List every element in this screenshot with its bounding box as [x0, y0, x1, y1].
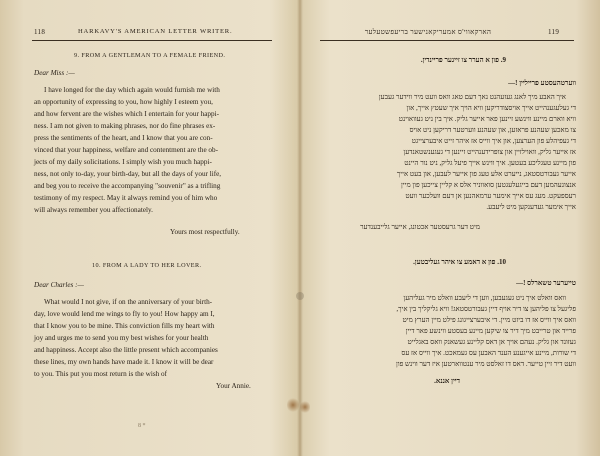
r-letter1-line: אז אייער גליק, וואוילזיין און צופרידענהייט זיינען די געגענשטאנדען — [403, 148, 576, 156]
letter2-line: day, love would lend me wings to fly to you! How happy am I, — [34, 310, 215, 318]
letter2-title: 10. FROM A LADY TO HER LOVER. — [92, 262, 202, 269]
letter1-line: I have longed for the day which again would furnish me with — [44, 86, 220, 94]
letter1-line: ness. I am not given to making phrases, nor do fine phrases ex- — [34, 122, 216, 130]
letter2-line: and happiness. Accept also the little present which accompanies — [34, 346, 218, 354]
left-footer-signature: 8 * — [138, 423, 146, 429]
right-page-number: 119 — [548, 28, 560, 36]
r-letter1-line: פון מיינע טעגליכע בעטען. איך ווינש אייך פיעל גליק, ניט נור היינט — [404, 159, 576, 167]
letter1-line: vinced that your happiness, welfare and contentment are the ob- — [34, 146, 219, 154]
letter2-salutation: Dear Charles :— — [34, 281, 84, 289]
letter1-title: 9. FROM A GENTLEMAN TO A FEMALE FRIEND. — [74, 52, 226, 59]
letter1-line: ness, not only to-day, your birth-day, but all the days of your life, — [34, 170, 222, 178]
r-letter2-closing: דיין אננא. — [434, 377, 460, 385]
ink-stain — [287, 397, 299, 413]
letter1-closing: Yours most respectfully. — [170, 228, 240, 236]
r-letter1-line: צו מאכען שעהנע פראזען, און שעהנע ווערטער דריקען ניט אויס — [409, 126, 576, 134]
r-letter2-line: פרייד און טרייבט מיך דיר צו שיקען מיינע בעסטע ווינשע פאר דיין — [405, 327, 576, 335]
r-letter1-line: אייך אימער געדענקען מיט ליעבע. — [486, 203, 576, 211]
r-letter1-line: רעספעקט. מעג עס אייך אימער ערמאהנען אן דעם וועלכער וועט — [405, 192, 576, 200]
right-running-head: הארקאווי'ס אמעריקאנישער בריעפשטעלער — [364, 28, 492, 36]
r-letter2-line: געזונד און גליק. נעהם אויך אן דאס קליינע געשאנק וואס באגלייט — [407, 338, 576, 346]
letter1-salutation: Dear Miss :— — [34, 69, 75, 77]
letter2-line: these lines, my own hands have made it. I know it will be dear — [34, 358, 214, 366]
r-letter1-line: די געלעגענהייט אייך אויסצודריקען וויא הויך איך שעטץ אייך, און — [406, 104, 576, 112]
page-smudge — [296, 292, 304, 300]
letter1-line: will always remember you affectionately. — [34, 206, 153, 214]
r-letter1-line: וויא ווארם מיינע ווינשע זיינען פאר אייער גליק. איך בין ניט געוואוינט — [398, 115, 576, 123]
r-letter1-title: 9. פון א הערר צו זיינער פריינדין. — [420, 56, 506, 64]
r-letter1-line: אייער געבורטסטאג, נייערט אלע טעג פון אייער לעבען, און בעט אייך — [396, 170, 576, 178]
left-page-number: 118 — [34, 28, 46, 36]
right-header-rule — [320, 40, 574, 41]
letter2-line: to you. This put you most return is the wish of — [34, 370, 168, 378]
r-letter2-line: וועט דיר זיין טייער. דאס דו זאלסט מיר ענטווארטען איז דער ווינש פון — [396, 360, 576, 368]
r-letter2-line: וואס וואלט איך ניט געגעבען, ווען די ליעבע וואלט מיר געליהען — [403, 294, 566, 302]
r-letter1-salutation: ווערטהעסטע פרייליין !— — [508, 79, 576, 87]
r-letter2-line: פליגעל צו פליהען צו דיר אויף דיין געבורטסטאג! וויא גליקליך בין איך, — [396, 305, 576, 313]
r-letter1-line: די געפיהלע פון הערצען, און איך ווייס אז איהר זייט איבערצייגט — [411, 137, 576, 145]
letter1-line: an opportunity of expressing to you, how highly I esteem you, — [34, 98, 213, 106]
letter1-line: press the sentiments of the heart, and I know that you are con- — [34, 134, 213, 142]
ink-stain — [300, 400, 310, 414]
left-header-rule — [32, 40, 272, 41]
r-letter1-line: איך האבע מיך לאנג געזעהנט נאך דעם טאג וואס וועט מיר ווידער געבען — [378, 93, 566, 101]
letter2-line: that I know you to be mine. This conviction fills my heart with — [34, 322, 215, 330]
letter2-line: joy and urges me to send you my best wishes for your health — [34, 334, 209, 342]
r-letter2-title: 10. פון א דאמע צו איהר געליבטען. — [413, 258, 506, 266]
letter2-line: What would I not give, if on the anniversary of your birth- — [44, 298, 213, 306]
r-letter2-line: וואס איך ווייס אז דו ביזט מיין. די איבערצייגונג פילט מיין הערץ מיט — [402, 316, 576, 324]
left-running-head: HARKAVY'S AMERICAN LETTER WRITER. — [78, 28, 233, 35]
r-letter2-line: די שורות, מיינע אייגענע הענד האבען עס געמאכט. איך ווייס אז עס — [401, 349, 576, 357]
letter1-line: and beg you to receive the accompanying "souvenir" as a trifling — [34, 182, 221, 190]
letter2-closing: Your Annie. — [216, 382, 251, 390]
r-letter1-line: אנצונעהמען דעם בייגעלעגטען סואווניר אלס א קליין צייכען פון מיין — [401, 181, 576, 189]
r-letter2-salutation: טייערער טשארלס !— — [516, 279, 576, 287]
letter1-line: testimony of my respect. May it always remind you of him who — [34, 194, 218, 202]
letter1-line: and how fervent are the wishes which I entertain for your happi- — [34, 110, 220, 118]
letter1-line: jects of my daily solicitations. I simply wish you much happi- — [34, 158, 212, 166]
r-letter1-closing: מיט דער גרעסטער אכטונג, אייער גלייבענדער — [360, 223, 480, 231]
